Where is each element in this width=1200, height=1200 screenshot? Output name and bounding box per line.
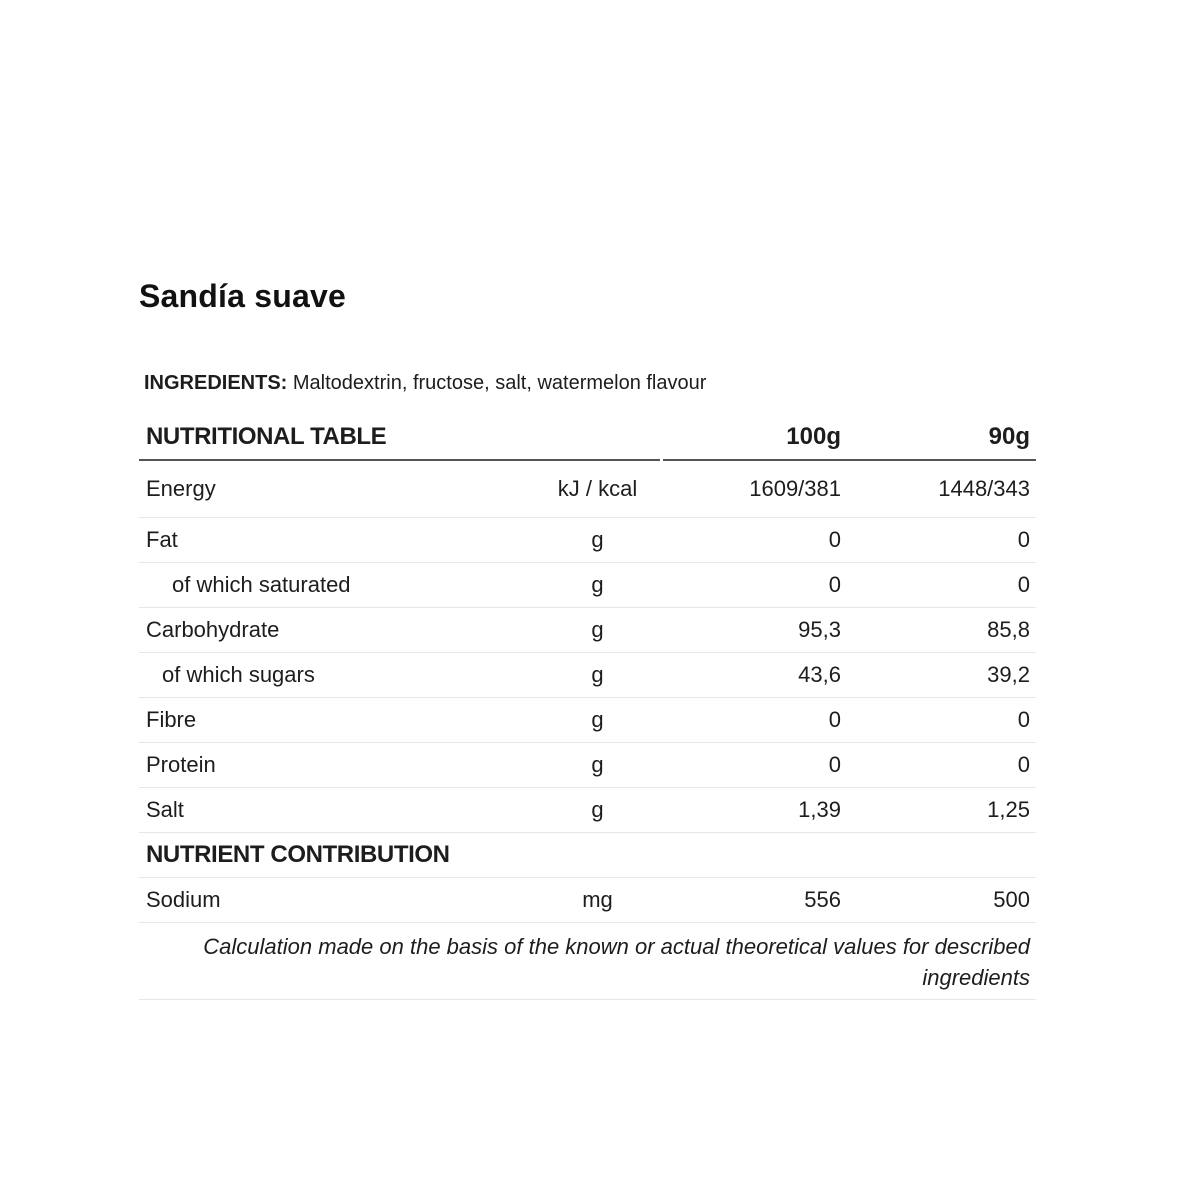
column-header-90g: 90g <box>988 422 1030 450</box>
row-label: Sodium <box>146 887 221 912</box>
table-row-protein <box>139 743 1036 788</box>
table-footnote-row <box>139 923 1036 1000</box>
table-row-carbohydrate <box>139 608 1036 653</box>
page-content <box>139 280 1036 1000</box>
row-value-100g: 0 <box>828 707 841 732</box>
table-row-fibre <box>139 698 1036 743</box>
row-value-100g: 0 <box>828 527 841 552</box>
row-value-100g: 0 <box>828 572 841 597</box>
table-title: NUTRITIONAL TABLE <box>146 422 387 450</box>
row-value-90g: 0 <box>1017 572 1030 597</box>
section-header-label: NUTRIENT CONTRIBUTION <box>146 841 450 868</box>
row-value-90g: 0 <box>1017 752 1030 777</box>
row-unit: g <box>591 527 604 552</box>
table-header-left-segment <box>139 410 660 461</box>
column-header-100g: 100g <box>786 422 841 450</box>
row-value-100g: 1,39 <box>798 797 841 822</box>
row-value-100g: 1609/381 <box>749 476 841 501</box>
row-label: Energy <box>146 476 216 501</box>
row-value-90g: 500 <box>993 887 1030 912</box>
row-label: of which saturated <box>172 572 351 597</box>
row-value-90g: 1,25 <box>987 797 1030 822</box>
row-value-90g: 39,2 <box>987 662 1030 687</box>
row-unit: mg <box>582 887 613 912</box>
row-label: Protein <box>146 752 216 777</box>
row-value-90g: 0 <box>1017 527 1030 552</box>
table-footnote: Calculation made on the basis of the known or actual theoretical values for described ingredients <box>203 934 1030 990</box>
table-header-right-segment <box>663 410 1036 461</box>
row-label: Carbohydrate <box>146 617 280 642</box>
table-row-salt <box>139 788 1036 833</box>
row-label: of which sugars <box>162 662 315 687</box>
row-value-100g: 0 <box>828 752 841 777</box>
section-header-nutrient-contribution <box>139 833 1036 878</box>
table-row-saturated <box>139 563 1036 608</box>
ingredients-line <box>144 371 1036 395</box>
table-row-sugars <box>139 653 1036 698</box>
nutritional-table <box>139 410 1036 1000</box>
row-label: Salt <box>146 797 184 822</box>
row-unit: g <box>591 752 604 777</box>
row-label: Fibre <box>146 707 197 732</box>
row-unit: g <box>591 797 604 822</box>
row-value-90g: 1448/343 <box>938 476 1030 501</box>
row-unit: kJ / kcal <box>557 476 638 501</box>
table-header-row <box>139 410 1036 461</box>
row-label: Fat <box>146 527 178 552</box>
row-value-90g: 85,8 <box>987 617 1030 642</box>
ingredients-label: INGREDIENTS: <box>144 372 288 394</box>
row-value-100g: 556 <box>804 887 841 912</box>
row-unit: g <box>591 662 604 687</box>
row-unit: g <box>591 572 604 597</box>
table-row-energy <box>139 461 1036 518</box>
ingredients-text: Maltodextrin, fructose, salt, watermelon flavour <box>287 372 707 394</box>
table-row-fat <box>139 518 1036 563</box>
row-unit: g <box>591 707 604 732</box>
row-value-100g: 95,3 <box>798 617 841 642</box>
row-value-90g: 0 <box>1017 707 1030 732</box>
table-row-sodium <box>139 878 1036 923</box>
row-unit: g <box>591 617 604 642</box>
row-value-100g: 43,6 <box>798 662 841 687</box>
page-title: Sandía suave <box>139 278 346 314</box>
